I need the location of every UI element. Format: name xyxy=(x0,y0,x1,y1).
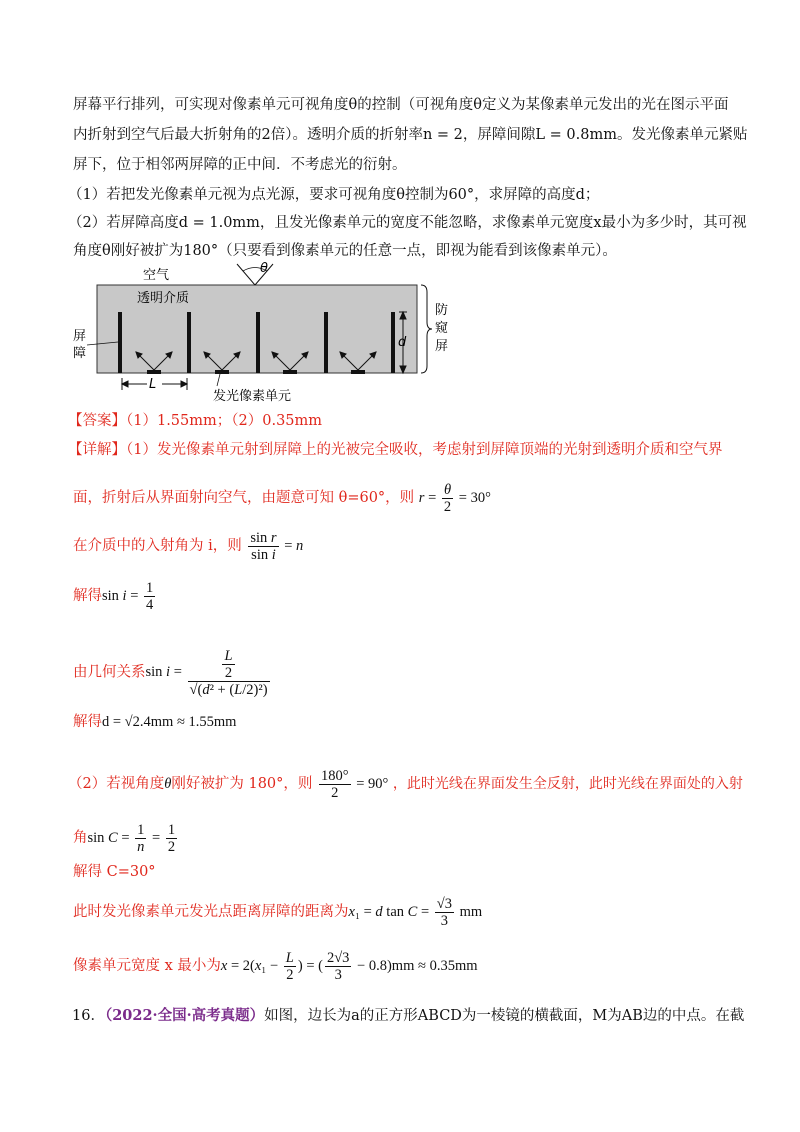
detail-line-1 xyxy=(68,440,722,460)
detail-text-3: 在介质中的入射角为 i，则 xyxy=(73,537,242,554)
detail-text-6: 解得 xyxy=(73,714,102,730)
label-L: L xyxy=(149,377,157,392)
answer-text: （1）1.55mm；（2）0.35mm xyxy=(126,413,323,429)
detail-text-7b: 刚好被扩为 180°，则 xyxy=(171,775,313,792)
eq-r: r = $\frac{\theta}{2}$ = 30° xyxy=(418,482,491,515)
eq-x1: x₁ = d tan C = $\frac{√3}{3}$ mm xyxy=(348,896,483,929)
label-screen-2: 窥 xyxy=(435,321,449,336)
label-barrier-2: 障 xyxy=(73,346,87,361)
problem-line-2: 内折射到空气后最大折射角的2倍）。透明介质的折射率n = 2，屏障间隙L = 0.8mm。发光像素单元紧贴 xyxy=(73,127,748,143)
detail-label: 【详解】 xyxy=(68,442,126,458)
detail-text-8: 角 xyxy=(73,829,88,846)
detail-text-11: 像素单元宽度 x 最小为 xyxy=(73,957,221,974)
problem-line-3: 屏下，位于相邻两屏障的正中间．不考虑光的衍射。 xyxy=(73,157,407,173)
detail-line-6 xyxy=(73,712,236,732)
detail-line-4 xyxy=(73,580,157,613)
label-theta: θ xyxy=(260,261,268,276)
eq-geometry: sin i = $\frac{\frac{L}{2}}{\text{√(d² + (L/2)²)}}$ xyxy=(145,648,268,698)
label-d: d xyxy=(398,335,407,350)
detail-text-10: 此时发光像素单元发光点距离屏障的距离为 xyxy=(73,903,349,920)
eq-x: x = 2(x₁ − $\frac{L}{2}$ ) = ( $\frac{2√3}{3}$ − 0.8)mm ≈ 0.35mm xyxy=(220,950,478,983)
detail-text-5: 由几何关系 xyxy=(73,664,146,681)
detail-text-7: （2）若视角度 xyxy=(68,775,165,792)
detail-line-11 xyxy=(73,950,478,983)
label-medium: 透明介质 xyxy=(137,291,190,306)
question-2a: （2）若屏障高度d = 1.0mm，且发光像素单元的宽度不能忽略，求像素单元宽度x最小为多少时，其可视 xyxy=(68,215,747,231)
label-screen-3: 屏 xyxy=(435,339,449,354)
detail-line-2 xyxy=(73,482,491,515)
theta-symbol: θ xyxy=(164,775,172,792)
detail-line-8 xyxy=(73,822,179,855)
eq-snell: $\frac{\text{sin r}}{\text{sin i}}$ = n xyxy=(250,530,304,563)
question-2b: 角度θ刚好被扩为180°（只要看到像素单元的任意一点，即视为能看到该像素单元）。 xyxy=(73,243,617,259)
detail-line-3 xyxy=(73,530,303,563)
eq-sinC: sin C = $\frac{1}{n}$ = $\frac{1}{2}$ xyxy=(87,822,176,855)
privacy-screen-figure xyxy=(65,252,460,407)
label-pixel-unit: 发光像素单元 xyxy=(213,389,292,404)
answer-label: 【答案】 xyxy=(68,413,126,429)
detail-line-7 xyxy=(68,768,743,801)
detail-text-1: （1）发光像素单元射到屏障上的光被完全吸收，考虑射到屏障顶端的光射到透明介质和空气界 xyxy=(126,442,723,458)
detail-line-10 xyxy=(73,896,482,929)
detail-text-7c: ，此时光线在界面发生全反射，此时光线在界面处的入射 xyxy=(392,775,743,792)
label-screen-1: 防 xyxy=(435,303,449,318)
detail-text-4: 解得 xyxy=(73,587,102,604)
answer-line xyxy=(68,411,322,431)
problem-number: 16． xyxy=(72,1008,105,1024)
label-barrier-1: 屏 xyxy=(73,329,87,344)
detail-text-2: 面，折射后从界面射向空气，由题意可知 θ=60°，则 xyxy=(73,489,415,506)
next-problem-line xyxy=(72,1006,744,1026)
question-1: （1）若把发光像素单元视为点光源，要求可视角度θ控制为60°，求屏障的高度d； xyxy=(68,187,600,203)
problem-text: 如图，边长为a的正方形ABCD为一棱镜的横截面，M为AB边的中点。在截 xyxy=(264,1008,745,1024)
eq-d: d = √2.4mm ≈ 1.55mm xyxy=(102,714,237,730)
problem-source: （2022·全国·高考真题） xyxy=(104,1007,265,1024)
eq-sin-i: sin i = $\frac{1}{4}$ xyxy=(102,580,154,613)
eq-90: $\frac{180^\circ}{2}$ = 90° xyxy=(321,768,389,801)
label-air: 空气 xyxy=(143,268,170,283)
problem-line-1: 屏幕平行排列，可实现对像素单元可视角度θ的控制（可视角度θ定义为某像素单元发出的光在图示平面 xyxy=(73,97,729,113)
detail-line-9: 解得 C=30° xyxy=(73,864,156,880)
detail-line-5 xyxy=(73,648,272,698)
